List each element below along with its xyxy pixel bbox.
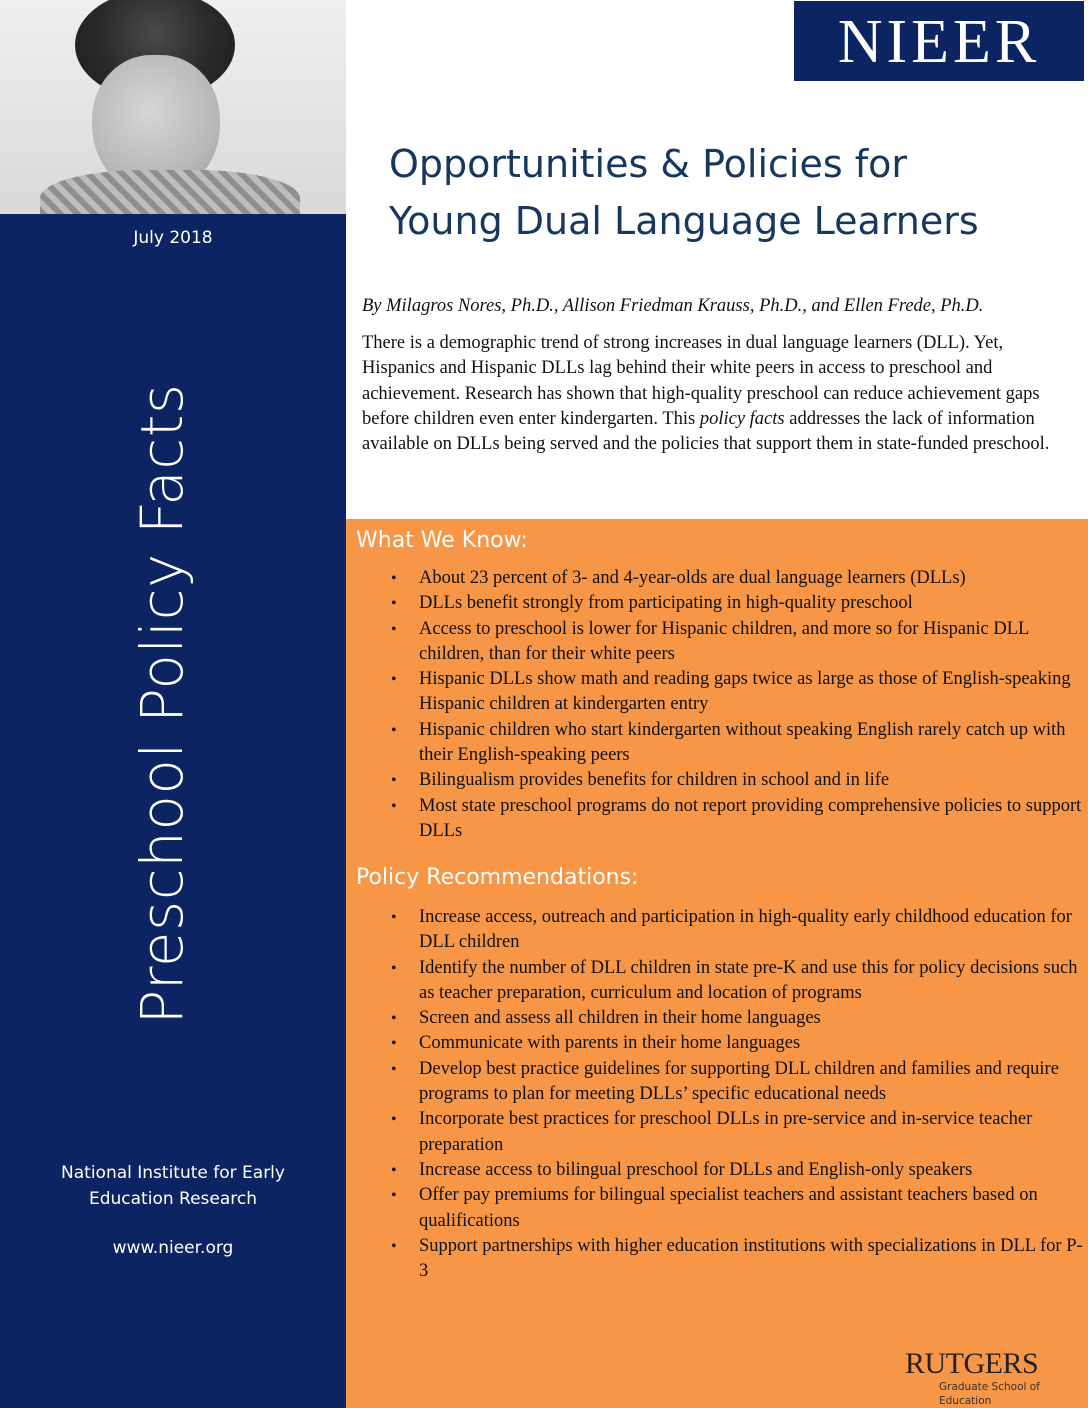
what-we-know-heading: What We Know: [356, 528, 528, 553]
list-item: • Increase access, outreach and participation in high-quality early childhood education for DLL children [346, 905, 1088, 956]
intro-text-start: There is a demographic trend of strong increases in dual language learners (DLL). Yet, Hispanics and Hispanic DLLs lag behind their white peers in access to preschool and achievement. Research has shown that high-quality preschool can reduce achievement gaps before children even enter kindergarten. This [362, 333, 1040, 429]
page-title-line2: Young Dual Language Learners [389, 199, 979, 243]
rutgers-logo [905, 1348, 1085, 1408]
organization-name-line1: National Institute for Early [61, 1163, 285, 1183]
page-title-line1: Opportunities & Policies for [389, 142, 907, 186]
list-item: • Support partnerships with higher education institutions with specializations in DLL for P-3 [346, 1234, 1088, 1285]
list-item: • Screen and assess all children in their home languages [346, 1006, 1088, 1031]
list-item: • Identify the number of DLL children in state pre-K and use this for policy decisions such as teacher preparation, curriculum and location of programs [346, 956, 1088, 1007]
photo-child-shirt [40, 170, 300, 214]
series-title: Preschool Policy Facts [128, 383, 196, 1025]
list-item: • About 23 percent of 3- and 4-year-olds are dual language learners (DLLs) [346, 566, 1088, 591]
list-item: • Most state preschool programs do not report providing comprehensive policies to support DLLs [346, 794, 1088, 845]
intro-text-italic: policy facts [699, 408, 785, 429]
author-byline: By Milagros Nores, Ph.D., Allison Friedman Krauss, Ph.D., and Ellen Frede, Ph.D. [362, 296, 984, 316]
list-item: • Communicate with parents in their home languages [346, 1031, 1088, 1056]
intro-paragraph [362, 331, 1076, 457]
list-item: • Hispanic children who start kindergarten without speaking English rarely catch up with their English-speaking peers [346, 718, 1088, 769]
rutgers-logo-subtitle: Graduate School of Education [939, 1381, 1040, 1407]
what-we-know-list [346, 566, 1088, 844]
list-item: • Hispanic DLLs show math and reading gaps twice as large as those of English-speaking Hispanic children at kindergarten entry [346, 667, 1088, 718]
facts-panel [346, 519, 1088, 1408]
publication-date: July 2018 [133, 228, 213, 248]
cover-photo [0, 0, 346, 214]
list-item: • Develop best practice guidelines for supporting DLL children and families and require programs to plan for meeting DLLs’ specific educational needs [346, 1057, 1088, 1108]
list-item: • Offer pay premiums for bilingual specialist teachers and assistant teachers based on qualifications [346, 1183, 1088, 1234]
organization-name-line2: Education Research [88, 1189, 258, 1209]
list-item: • Incorporate best practices for preschool DLLs in pre-service and in-service teacher preparation [346, 1107, 1088, 1158]
list-item: • Bilingualism provides benefits for children in school and in life [346, 768, 1088, 793]
website-link[interactable]: www.nieer.org [112, 1238, 234, 1258]
page-title [389, 136, 1069, 250]
list-item: • Increase access to bilingual preschool for DLLs and English-only speakers [346, 1158, 1088, 1183]
list-item: • DLLs benefit strongly from participating in high-quality preschool [346, 591, 1088, 616]
list-item: • Access to preschool is lower for Hispanic children, and more so for Hispanic DLL children, than for their white peers [346, 617, 1088, 668]
policy-recommendations-list [346, 905, 1088, 1284]
intro-text-end: addresses the lack of information available on DLLs being served and the policies that support them in state-funded preschool. [362, 408, 1050, 455]
nieer-logo: NIEER [793, 0, 1085, 82]
rutgers-logo-name: RUTGERS [905, 1347, 1039, 1380]
organization-name [0, 1160, 346, 1212]
sidebar [0, 214, 346, 1408]
policy-recommendations-heading: Policy Recommendations: [356, 865, 639, 890]
